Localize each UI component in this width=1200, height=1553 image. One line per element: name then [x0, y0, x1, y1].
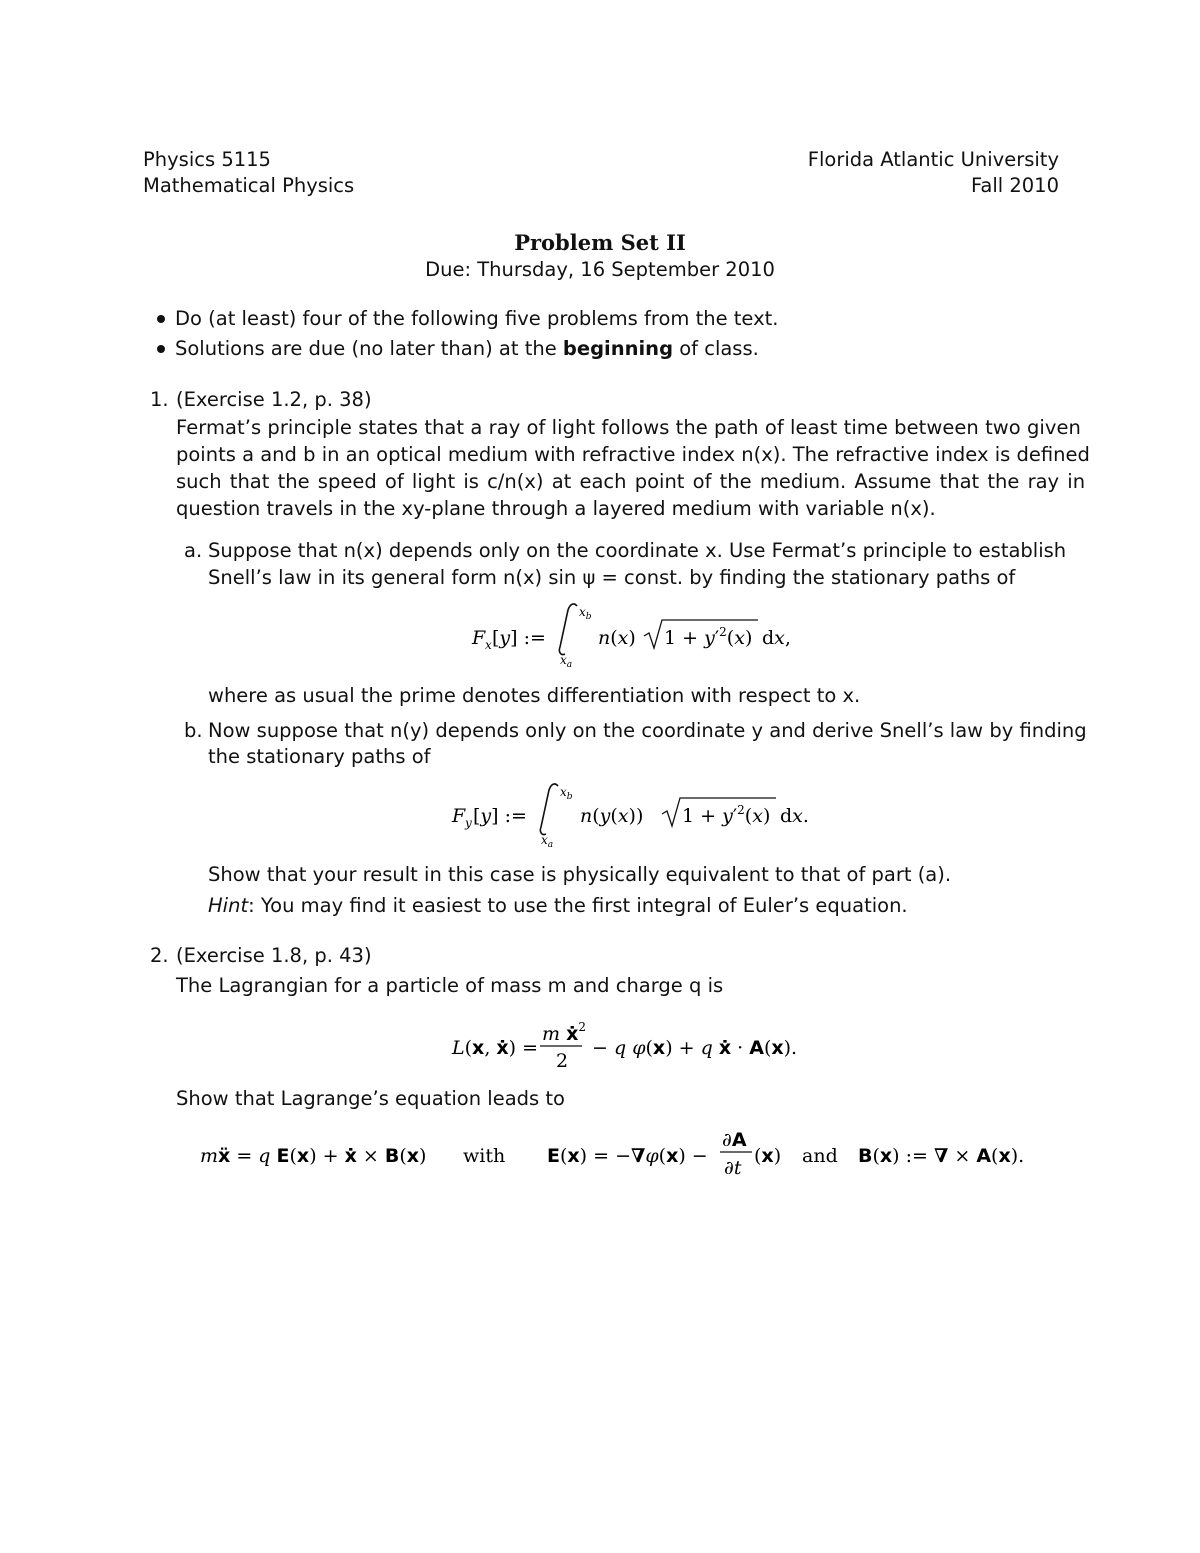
- svg-text:F: F: [452, 805, 466, 827]
- instruction-item: Do (at least) four of the following five problems from the text.: [157, 309, 778, 329]
- svg-text:y: y: [465, 816, 472, 830]
- part-text-line: Show that your result in this case is physically equivalent to that of part (a).: [208, 863, 952, 886]
- page-title: Problem Set II: [514, 230, 686, 255]
- svg-text:x: x: [485, 638, 492, 652]
- part-label: b.: [184, 719, 203, 742]
- svg-text:xb: $x_b$: [560, 785, 573, 802]
- svg-text:L(x, ẋ) =: L(x, ẋ) =: [452, 1037, 539, 1059]
- problem-reference: (Exercise 1.8, p. 43): [176, 944, 372, 967]
- university-name: Florida Atlantic University: [807, 148, 1059, 171]
- part-text-line: the stationary paths of: [208, 745, 431, 768]
- problem-number: 2.: [150, 944, 169, 967]
- svg-text:dx.: dx.: [780, 805, 809, 827]
- svg-text:E(x) = −∇φ(x) −: E(x) = −∇φ(x) −: [547, 1145, 708, 1167]
- svg-text:1 + y′2(x): $1 + y'^2(x)$: [682, 803, 771, 827]
- svg-text:B(x) := ∇ × A(x).: B(x) := ∇ × A(x).: [858, 1145, 1025, 1167]
- problem-text-line: Fermat’s principle states that a ray of light follows the path of least time between two given: [176, 416, 1081, 439]
- svg-text:with: with: [463, 1145, 506, 1167]
- svg-text:[y] :=: [y] :=: [473, 805, 527, 827]
- problem-text-line: such that the speed of light is c/n(x) at each point of the medium. Assume that the ray in: [176, 470, 1086, 493]
- svg-text:∂A: ∂A: [722, 1129, 747, 1151]
- part-text-line: Now suppose that n(y) depends only on the coordinate y and derive Snell’s law by finding: [208, 719, 1087, 742]
- due-date: Due: Thursday, 16 September 2010: [425, 258, 775, 281]
- svg-text:n(x): n(x): [598, 627, 636, 649]
- svg-text:[y] :=: [y] :=: [492, 627, 546, 649]
- hint-label: Hint: [208, 894, 249, 917]
- svg-text:xa: $x_a$: [541, 833, 554, 850]
- svg-text:m ẋ2: m ẋ$^2$: [542, 1020, 586, 1045]
- hint-line: Hint: You may find it easiest to use the first integral of Euler’s equation.: [208, 894, 908, 917]
- equation-lorentz: [190, 1122, 1050, 1186]
- svg-text:1 + y′2(x): $1 + y'^2(x)$: [664, 625, 753, 649]
- svg-text:− q φ(x) + q ẋ · A(x).: − q φ(x) + q ẋ · A(x).: [592, 1037, 798, 1059]
- problem-text-line: Show that Lagrange’s equation leads to: [176, 1087, 565, 1110]
- svg-text:∂t: ∂t: [724, 1157, 742, 1179]
- part-text-line: Suppose that n(x) depends only on the coordinate x. Use Fermat’s principle to establish: [208, 539, 1067, 562]
- svg-text:n(y(x)): n(y(x)): [580, 805, 644, 827]
- part-text-line: where as usual the prime denotes differentiation with respect to x.: [208, 684, 861, 707]
- svg-text:(x): (x): [754, 1145, 782, 1167]
- svg-text:F: F: [472, 627, 486, 649]
- term: Fall 2010: [970, 174, 1059, 197]
- problem-reference: (Exercise 1.2, p. 38): [176, 388, 372, 411]
- problem-number: 1.: [150, 388, 169, 411]
- part-label: a.: [184, 539, 203, 562]
- problem-text-line: The Lagrangian for a particle of mass m and charge q is: [176, 974, 724, 997]
- equation-fy: [430, 780, 830, 852]
- svg-text:dx,: dx,: [762, 627, 791, 649]
- svg-text:xa: $x_a$: [560, 653, 573, 670]
- course-number: Physics 5115: [143, 148, 271, 171]
- svg-text:xb: $x_b$: [579, 605, 592, 622]
- instruction-item: Solutions are due (no later than) at the beginning of class.: [157, 339, 759, 359]
- equation-fx: [440, 600, 820, 672]
- problem-text-line: points a and b in an optical medium with refractive index n(x). The refractive index is defined: [176, 443, 1090, 466]
- svg-text:and: and: [802, 1145, 838, 1167]
- bullet-icon: [157, 345, 165, 353]
- equation-lagrangian: [440, 1010, 800, 1074]
- course-name: Mathematical Physics: [143, 174, 355, 197]
- bullet-icon: [157, 315, 165, 323]
- part-text-line: Snell’s law in its general form n(x) sin ψ = const. by finding the stationary paths of: [208, 566, 1016, 589]
- svg-text:2: 2: [556, 1050, 569, 1072]
- svg-text:mẍ = q E(x) + ẋ × B(x): mẍ = q E(x) + ẋ × B(x): [200, 1145, 427, 1167]
- problem-text-line: question travels in the xy-plane through a layered medium with variable n(x).: [176, 497, 936, 520]
